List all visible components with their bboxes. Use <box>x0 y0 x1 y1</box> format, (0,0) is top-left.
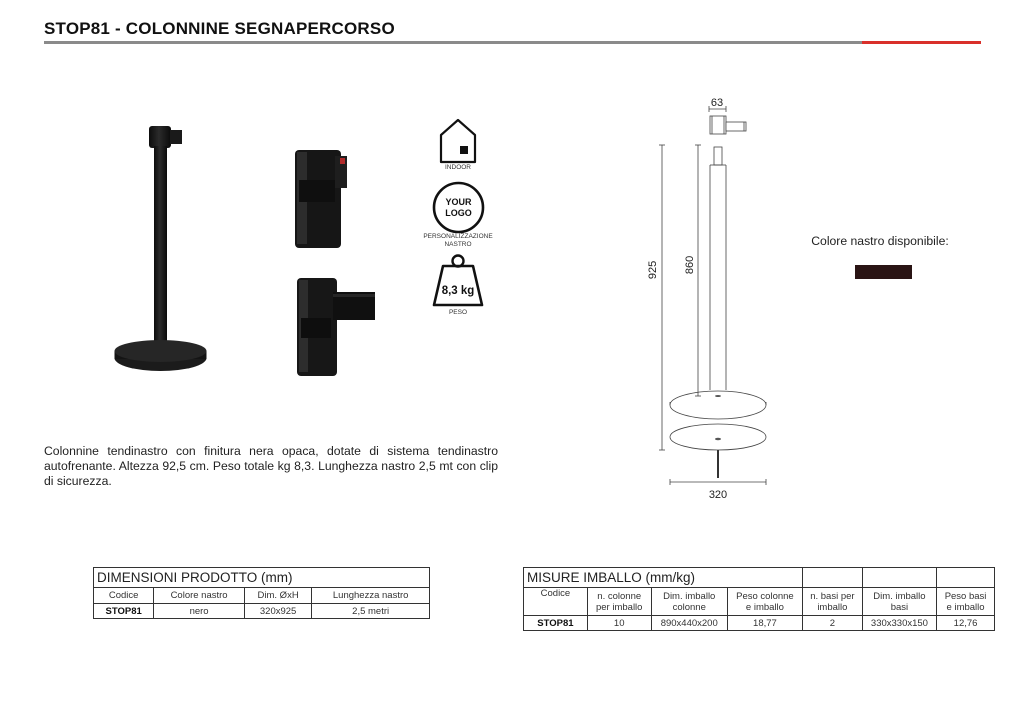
table-cell: 890x440x200 <box>651 616 727 631</box>
packaging-table <box>523 567 995 631</box>
table-header-cell: Lunghezza nastro <box>312 588 430 604</box>
table-cell: STOP81 <box>524 616 588 631</box>
dim-base-diameter: 320 <box>708 489 728 501</box>
dim-total-height: 925 <box>647 260 659 280</box>
product-dimensions-table <box>93 567 430 619</box>
table-cell: 12,76 <box>937 616 995 631</box>
table-cell: STOP81 <box>94 604 154 619</box>
table-header-cell: Peso basi e imballo <box>937 588 995 616</box>
table-caption: DIMENSIONI PRODOTTO (mm) <box>94 568 430 588</box>
house-icon <box>438 117 478 165</box>
ribbon-color-label: Colore nastro disponibile: <box>811 234 949 248</box>
weight-icon <box>431 252 485 309</box>
logo-badge-icon <box>432 181 485 234</box>
table-header-cell: n. basi per imballo <box>803 588 863 616</box>
table-header-cell: Codice <box>94 588 154 604</box>
logo-badge-line1: YOUR <box>445 197 472 207</box>
table-header-row <box>524 588 995 616</box>
table-cell: 10 <box>587 616 651 631</box>
table-header-cell: Dim. imballo colonne <box>651 588 727 616</box>
indoor-caption: INDOOR <box>445 164 471 171</box>
product-photo-head-detail <box>275 140 375 248</box>
title-rule <box>44 41 862 44</box>
product-photo-belt-detail <box>275 270 375 376</box>
technical-drawing <box>640 92 790 512</box>
dim-top-width: 63 <box>710 97 724 109</box>
weight-caption: PESO <box>448 309 468 316</box>
table-header-cell: Codice <box>524 588 588 616</box>
table-header-cell: Dim. ØxH <box>244 588 311 604</box>
table-row <box>524 616 995 631</box>
title-rule-accent <box>862 41 981 44</box>
dim-post-height: 860 <box>684 255 696 275</box>
weight-value: 8,3 kg <box>441 285 475 297</box>
page-title: STOP81 - COLONNINE SEGNAPERCORSO <box>44 19 395 38</box>
table-header-cell: Peso colonne e imballo <box>727 588 802 616</box>
table-caption: MISURE IMBALLO (mm/kg) <box>524 568 803 588</box>
table-cell: 320x925 <box>244 604 311 619</box>
table-row <box>94 604 430 619</box>
product-photo-main <box>105 110 230 395</box>
ribbon-color-swatch <box>855 265 912 279</box>
table-header-row <box>94 588 430 604</box>
logo-badge-line2: LOGO <box>445 208 472 218</box>
table-cell: 2,5 metri <box>312 604 430 619</box>
logo-caption-line2: NASTRO <box>444 241 472 248</box>
table-cell: 18,77 <box>727 616 802 631</box>
product-description: Colonnine tendinastro con finitura nera opaca, dotate di sistema tendinastro autofrenante. Altezza 92,5 cm. Peso totale kg 8,3. Lunghezza nastro 2,5 mt con clip di sicurezza. <box>44 444 498 488</box>
table-header-cell: Dim. imballo basi <box>862 588 936 616</box>
table-cell: nero <box>154 604 245 619</box>
table-cell: 330x330x150 <box>862 616 936 631</box>
logo-caption-line1: PERSONALIZZAZIONE <box>423 233 493 240</box>
table-header-cell: n. colonne per imballo <box>587 588 651 616</box>
logo-caption <box>414 233 502 249</box>
table-header-cell: Colore nastro <box>154 588 245 604</box>
table-cell: 2 <box>803 616 863 631</box>
